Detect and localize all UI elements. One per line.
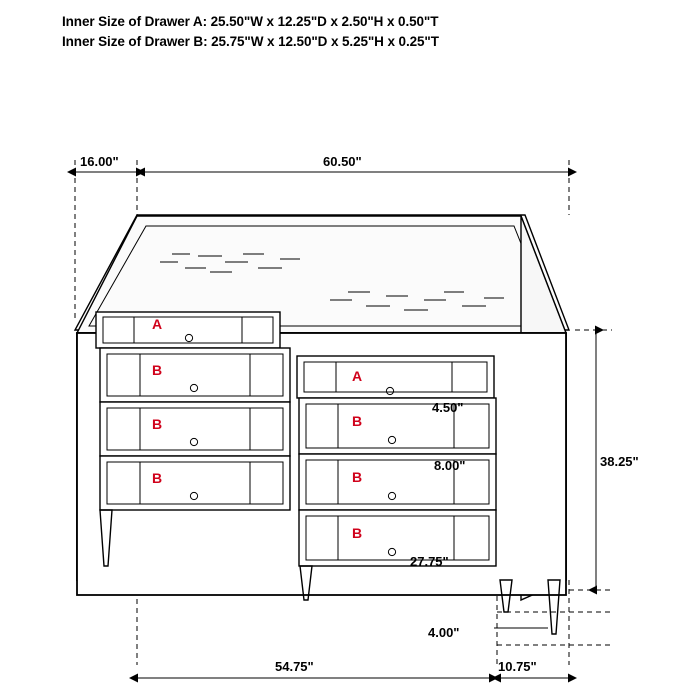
drawer-label-left-b3: B [152,470,163,486]
drawer-left-b1 [100,348,290,402]
drawer-label-left-b2: B [152,416,163,432]
drawer-label-right-b1: B [352,413,363,429]
spec-line-drawer-a: Inner Size of Drawer A: 25.50"W x 12.25"D x 2.50"H x 0.50"T [62,14,439,29]
dim-overall-height [596,330,639,590]
dim-depth-top [75,154,137,172]
drawer-label-left-a: A [152,316,163,332]
dim-base-depth [498,659,569,678]
drawer-left-b3 [100,456,290,510]
drawer-label-left-b1: B [152,362,163,378]
dim-leg-height [428,625,548,640]
dim-label-10-75: 10.75" [498,659,537,674]
drawer-label-right-b3: B [352,525,363,541]
dim-label-54-75: 54.75" [275,659,314,674]
dim-base-width [137,659,490,678]
drawer-bank-right [297,356,496,566]
drawer-right-b1 [299,398,496,454]
spec-line-drawer-b: Inner Size of Drawer B: 25.75"W x 12.50"D x 5.25"H x 0.25"T [62,33,439,49]
dim-label-4-50: 4.50" [432,400,464,415]
dim-label-8-00: 8.00" [434,458,466,473]
dim-label-width-top: 60.50" [323,154,362,169]
drawer-right-b2 [299,454,496,510]
drawer-label-right-b2: B [352,469,363,485]
drawer-right-b3 [299,510,496,566]
dim-label-38-25: 38.25" [600,454,639,469]
dim-label-depth-top: 16.00" [80,154,119,169]
dim-label-4-00: 4.00" [428,625,460,640]
drawer-label-right-a: A [352,368,363,384]
drawer-left-b2 [100,402,290,456]
drawer-right-a [297,356,494,398]
dim-width-top [144,154,569,172]
dresser-body [75,215,569,634]
drawer-bank-left [96,312,290,510]
dim-label-27-75: 27.75" [410,554,449,569]
drawer-left-a [96,312,280,348]
